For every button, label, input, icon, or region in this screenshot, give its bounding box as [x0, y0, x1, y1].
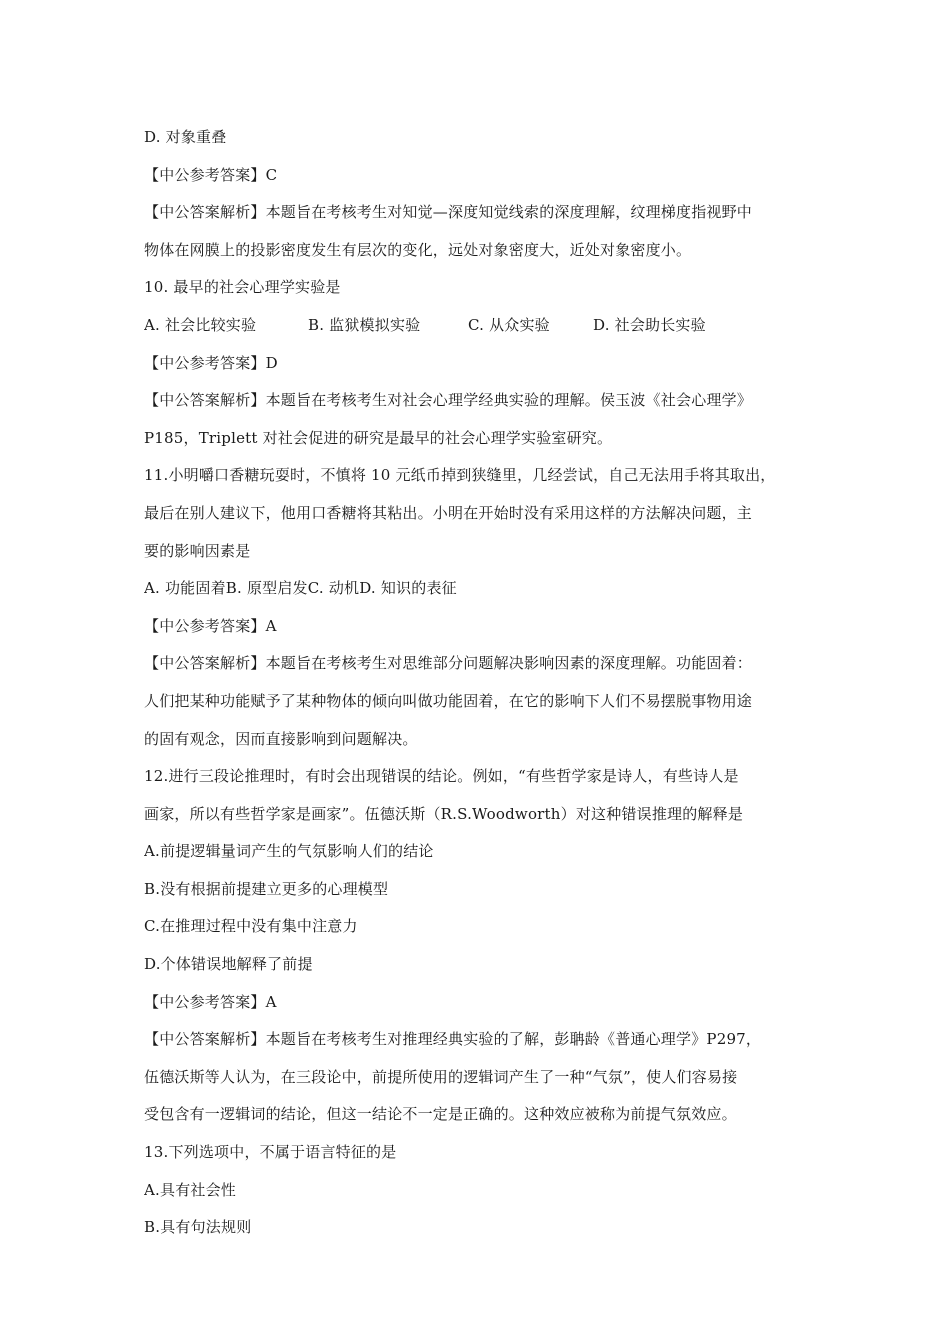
q13-option-a: A.具有社会性 — [144, 1180, 237, 1199]
q11-analysis-line-2: 人们把某种功能赋予了某种物体的倾向叫做功能固着，在它的影响下人们不易摆脱事物用途 — [144, 691, 753, 710]
q9-option-d: D. 对象重叠 — [144, 128, 227, 146]
q10-options — [144, 307, 812, 345]
q11-option-a: A. 功能固着 — [144, 579, 226, 598]
q11-analysis-line-3: 的固有观念，因而直接影响到问题解决。 — [144, 729, 418, 748]
q11-answer: 【中公参考答案】A — [144, 616, 277, 635]
q10-option-c: C. 从众实验 — [468, 315, 550, 334]
q10-option-d: D. 社会助长实验 — [593, 315, 706, 334]
q11-question-line-3: 要的影响因素是 — [144, 541, 251, 560]
q12-analysis-line-3: 受包含有一逻辑词的结论，但这一结论不一定是正确的。这种效应被称为前提气氛效应。 — [144, 1105, 737, 1124]
q10-question: 10. 最早的社会心理学实验是 — [144, 278, 341, 297]
q11-question-line-2: 最后在别人建议下，他用口香糖将其粘出。小明在开始时没有采用这样的方法解决问题，主 — [144, 503, 753, 522]
q11-option-c: C. 动机 — [307, 579, 360, 598]
q9-answer: 【中公参考答案】C — [144, 165, 278, 184]
q10-analysis-line-1: 【中公答案解析】本题旨在考核考生对社会心理学经典实验的理解。侯玉波《社会心理学》 — [144, 391, 753, 410]
q12-option-d: D.个体错误地解释了前提 — [144, 955, 313, 974]
q11-option-b: B. 原型启发 — [225, 579, 308, 598]
q12-question-line-2: 画家，所以有些哲学家是画家”。伍德沃斯（R.S.Woodworth）对这种错误推理的解释是 — [144, 804, 744, 823]
q12-option-c: C.在推理过程中没有集中注意力 — [144, 917, 358, 936]
q12-answer: 【中公参考答案】A — [144, 992, 277, 1011]
q9-analysis-line-2: 物体在网膜上的投影密度发生有层次的变化，远处对象密度大，近处对象密度小。 — [144, 240, 692, 259]
q10-answer: 【中公参考答案】D — [144, 353, 278, 372]
q9-analysis-line-1: 【中公答案解析】本题旨在考核考生对知觉—深度知觉线索的深度理解，纹理梯度指视野中 — [144, 203, 753, 222]
q11-analysis-line-1: 【中公答案解析】本题旨在考核考生对思维部分问题解决影响因素的深度理解。功能固着： — [144, 654, 753, 673]
q10-option-a: A. 社会比较实验 — [144, 315, 257, 334]
q13-question: 13.下列选项中，不属于语言特征的是 — [144, 1143, 397, 1162]
q10-option-b: B. 监狱模拟实验 — [308, 315, 421, 334]
q12-analysis-line-2: 伍德沃斯等人认为，在三段论中，前提所使用的逻辑词产生了一种“气氛”，使人们容易接 — [144, 1067, 738, 1086]
q12-option-b: B.没有根据前提建立更多的心理模型 — [144, 879, 389, 898]
q12-option-a: A.前提逻辑量词产生的气氛影响人们的结论 — [144, 842, 434, 861]
q11-options — [144, 570, 812, 608]
q13-option-b: B.具有句法规则 — [144, 1218, 252, 1237]
document-page — [144, 119, 812, 1247]
q11-question-line-1: 11.小明嚼口香糖玩耍时，不慎将 10 元纸币掉到狭缝里，几经尝试，自己无法用手将其取出， — [144, 466, 776, 485]
q12-analysis-line-1: 【中公答案解析】本题旨在考核考生对推理经典实验的了解，彭聃龄《普通心理学》P297， — [144, 1030, 762, 1049]
q12-question-line-1: 12.进行三段论推理时，有时会出现错误的结论。例如，“有些哲学家是诗人，有些诗人是 — [144, 767, 739, 786]
q11-option-d: D. 知识的表征 — [359, 579, 457, 598]
q10-analysis-line-2: P185，Triplett 对社会促进的研究是最早的社会心理学实验室研究。 — [144, 428, 613, 447]
